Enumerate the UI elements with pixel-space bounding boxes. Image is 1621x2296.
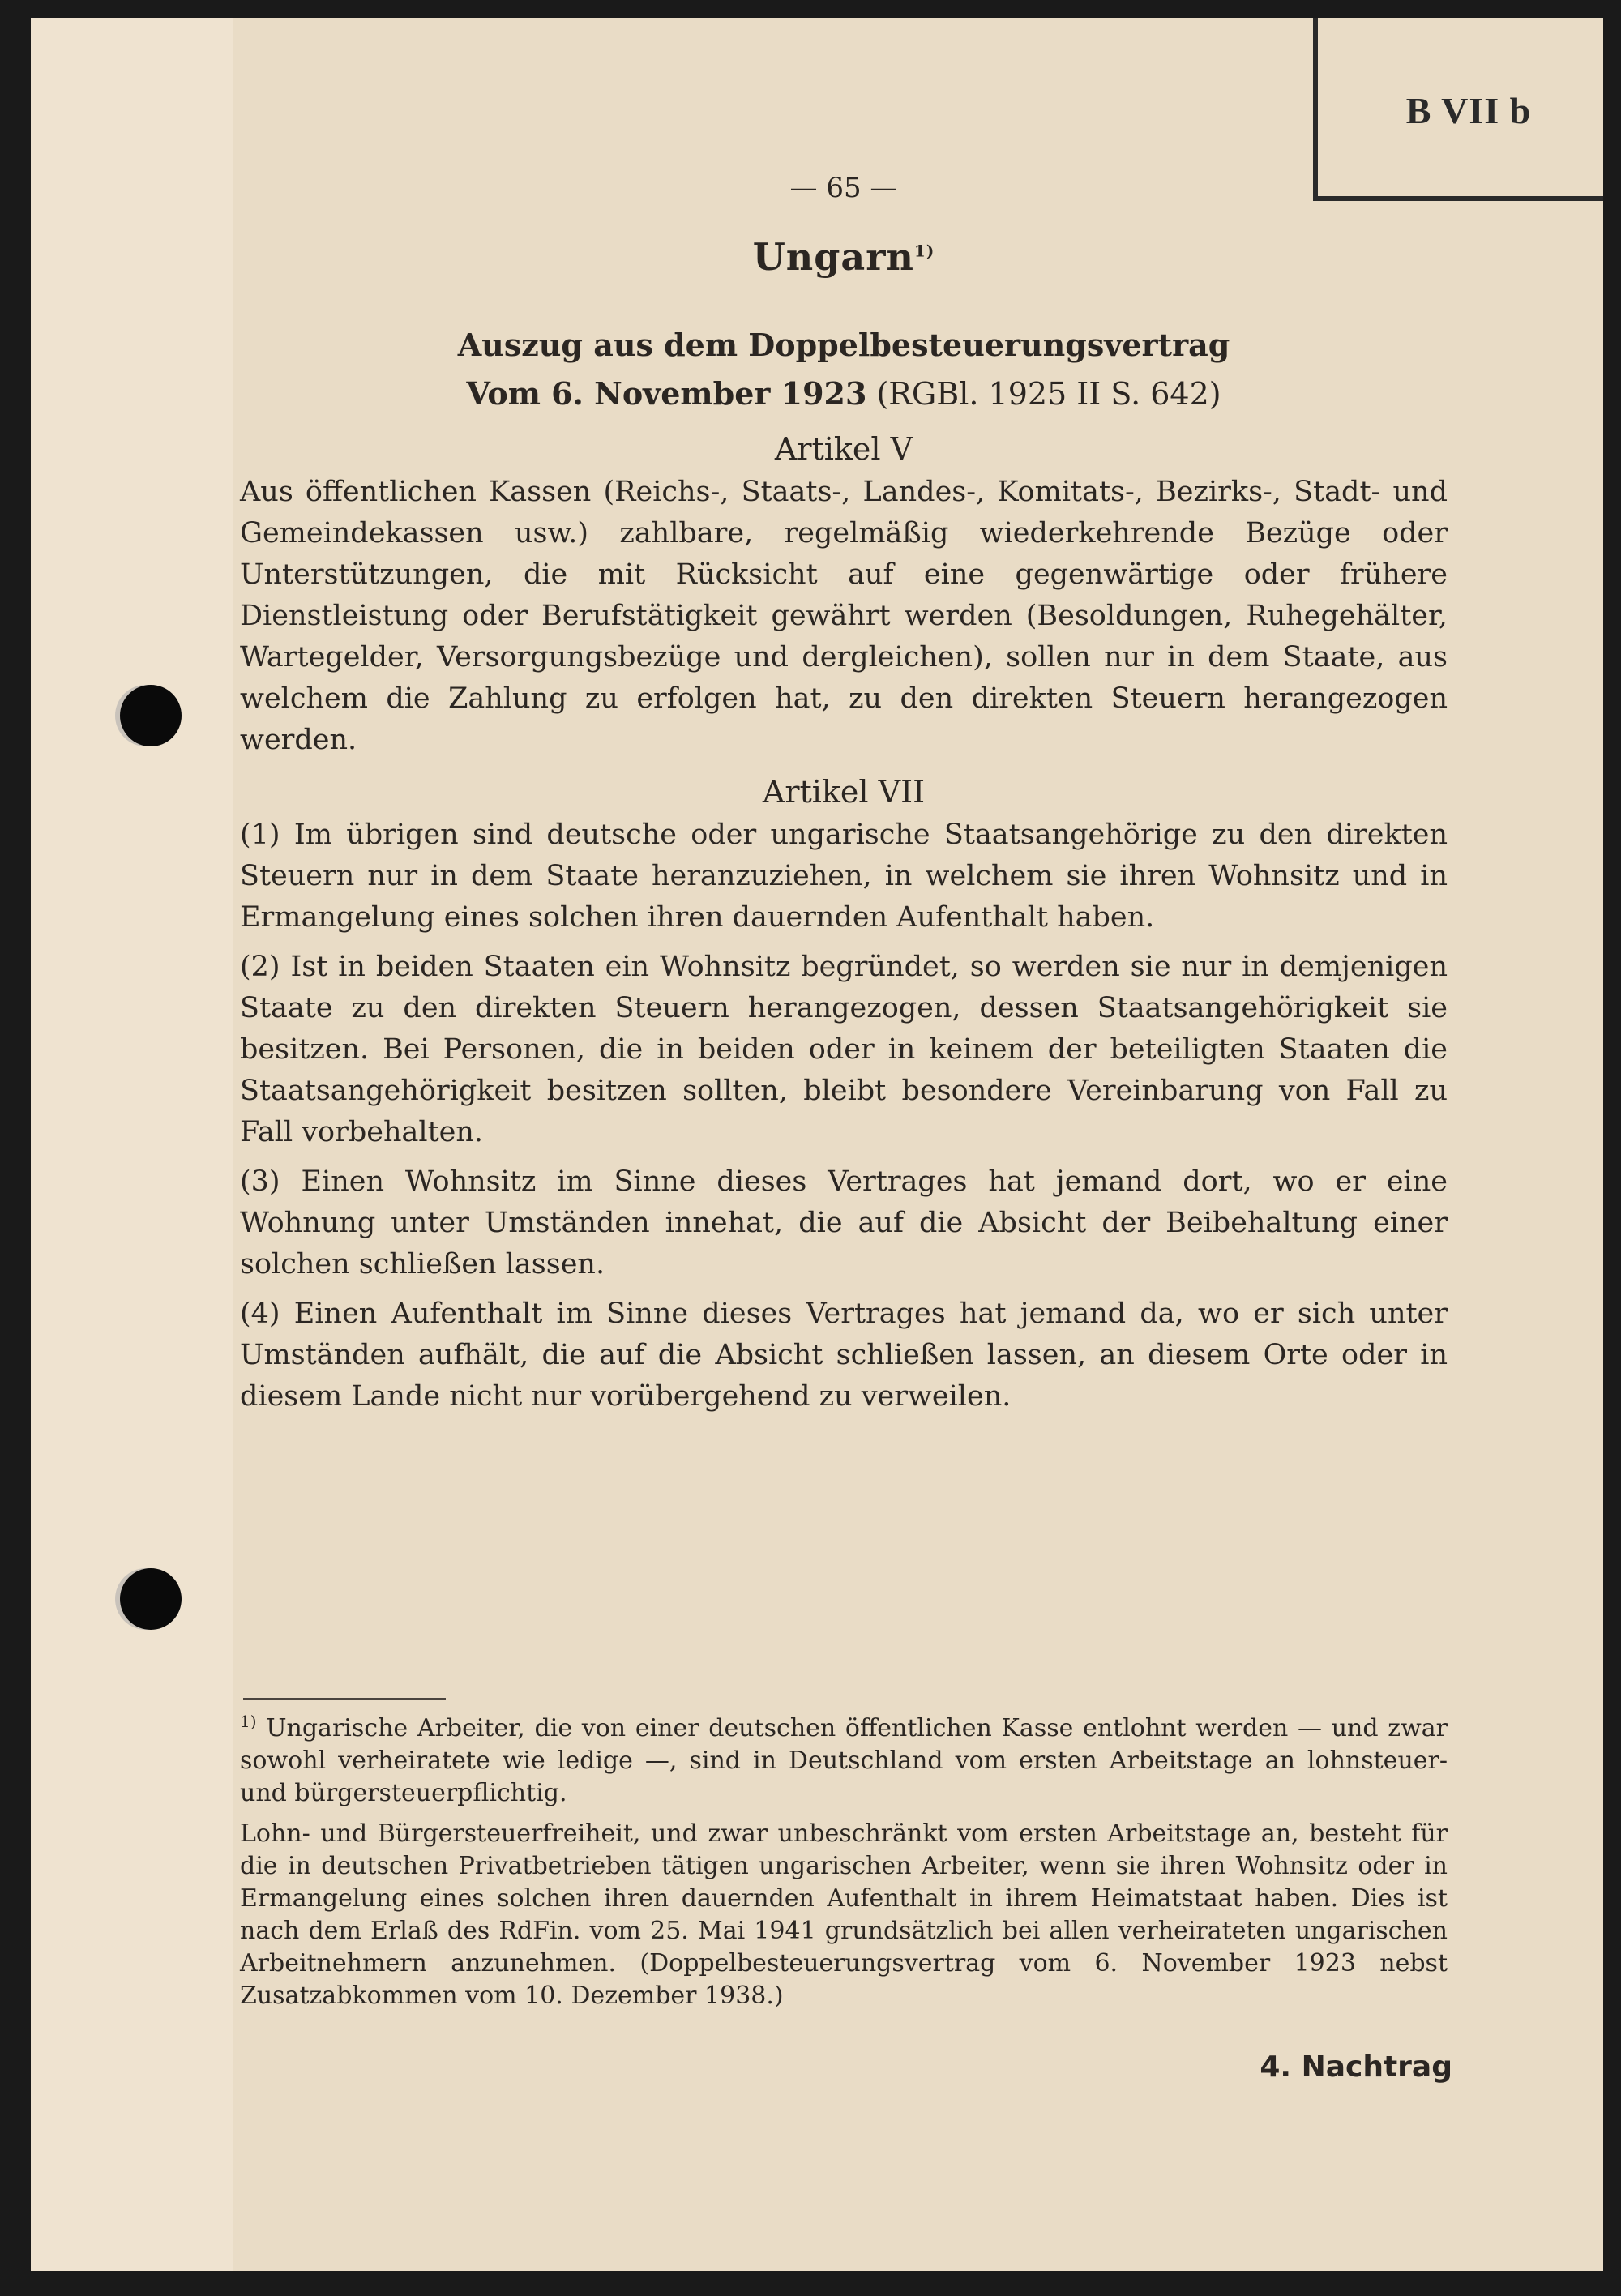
section-code: B VII b [1405, 89, 1532, 131]
supplement-label: 4. Nachtrag [1260, 2050, 1452, 2084]
treaty-reference: (RGBl. 1925 II S. 642) [876, 376, 1221, 412]
footnote-text: Ungarische Arbeiter, die von einer deutschen öffentlichen Kasse entlohnt werden — und zwar sowohl verheiratete wie ledige —, sind in Deutschland vom ersten Arbeitstage an lohnsteuer- und bürgersteuerpflichtig. [240, 1714, 1448, 1807]
footnote-text-continued: Lohn- und Bürgersteuerfreiheit, und zwar unbeschränkt vom ersten Arbeitstage an, besteht für die in deutschen Privatbetrieben tätigen ungarischen Arbeiter, wenn sie ihren Wohnsitz oder in Ermangelung eines solchen ihren dauernden Aufenthalt in ihrem Heimatstaat haben. Dies ist nach dem Erlaß des RdFin. vom 25. Mai 1941 grundsätzlich bei allen verheirateten ungarischen Arbeitnehmern anzunehmen. (Doppelbesteuerungsvertrag vom 6. November 1923 nebst Zusatzabkommen vom 10. Dezember 1938.) [240, 1819, 1448, 2010]
article-paragraph: (1) Im übrigen sind deutsche oder ungarische Staatsangehörige zu den direkten Steuern nur in dem Staate heranzuziehen, in welchem sie ihren Wohnsitz und in Ermangelung eines solchen ihren dauernden Aufenthalt haben. [240, 819, 1448, 934]
punch-hole-bottom [120, 1568, 182, 1630]
punch-hole-top [120, 685, 182, 746]
article-heading: Artikel V [774, 431, 913, 467]
footnote-reference: 1) [913, 241, 935, 261]
article-paragraph: (4) Einen Aufenthalt im Sinne dieses Vertrages hat jemand da, wo er sich unter Umständen aufhält, die auf die Absicht schließen lassen, an diesem Orte oder in diesem Lande nicht nur vorübergehend zu verweilen. [240, 1298, 1448, 1413]
page-number: — 65 — [789, 172, 898, 204]
document-subtitle: Auszug aus dem Doppelbesteuerungsvertrag [457, 327, 1230, 363]
page-title [240, 235, 1448, 279]
paper-margin-strip [31, 18, 233, 2271]
article-paragraph: (2) Ist in beiden Staaten ein Wohnsitz begründet, so werden sie nur in demjenigen Staate zu den direkten Steuern herangezogen, dessen Staatsangehörigkeit sie besitzen. Bei Personen, die in beiden oder in keinem der beteiligten Staaten die Staatsangehörigkeit besitzen sollten, bleibt besondere Vereinbarung von Fall zu Fall vorbehalten. [240, 951, 1448, 1148]
document-page [31, 18, 1603, 2271]
main-content [240, 172, 1448, 1426]
footnote-item [240, 1712, 1448, 1810]
article-heading: Artikel VII [762, 774, 926, 810]
footnote-mark: 1) [240, 1712, 257, 1731]
footnotes-section [240, 1698, 1448, 2020]
footnote-divider [243, 1698, 446, 1700]
article-paragraph: (3) Einen Wohnsitz im Sinne dieses Vertrages hat jemand dort, wo er eine Wohnung unter Umständen innehat, die auf die Absicht der Beibehaltung einer solchen schließen lassen. [240, 1165, 1448, 1281]
article-paragraph: Aus öffentlichen Kassen (Reichs-, Staats-, Landes-, Komitats-, Bezirks-, Stadt- und Gemeindekassen usw.) zahlbare, regelmäßig wiederkehrende Bezüge oder Unterstützungen, die mit Rücksicht auf eine gegenwärtige oder frühere Dienstleistung oder Berufstätigkeit gewährt werden (Besoldungen, Ruhegehälter, Wartegelder, Versorgungsbezüge und dergleichen), sollen nur in dem Staate, aus welchem die Zahlung zu erfolgen hat, zu den direkten Steuern herangezogen werden. [240, 476, 1448, 756]
treaty-date: Vom 6. November 1923 [466, 375, 867, 412]
country-title-text: Ungarn [752, 235, 914, 279]
treaty-date-line [240, 370, 1448, 418]
